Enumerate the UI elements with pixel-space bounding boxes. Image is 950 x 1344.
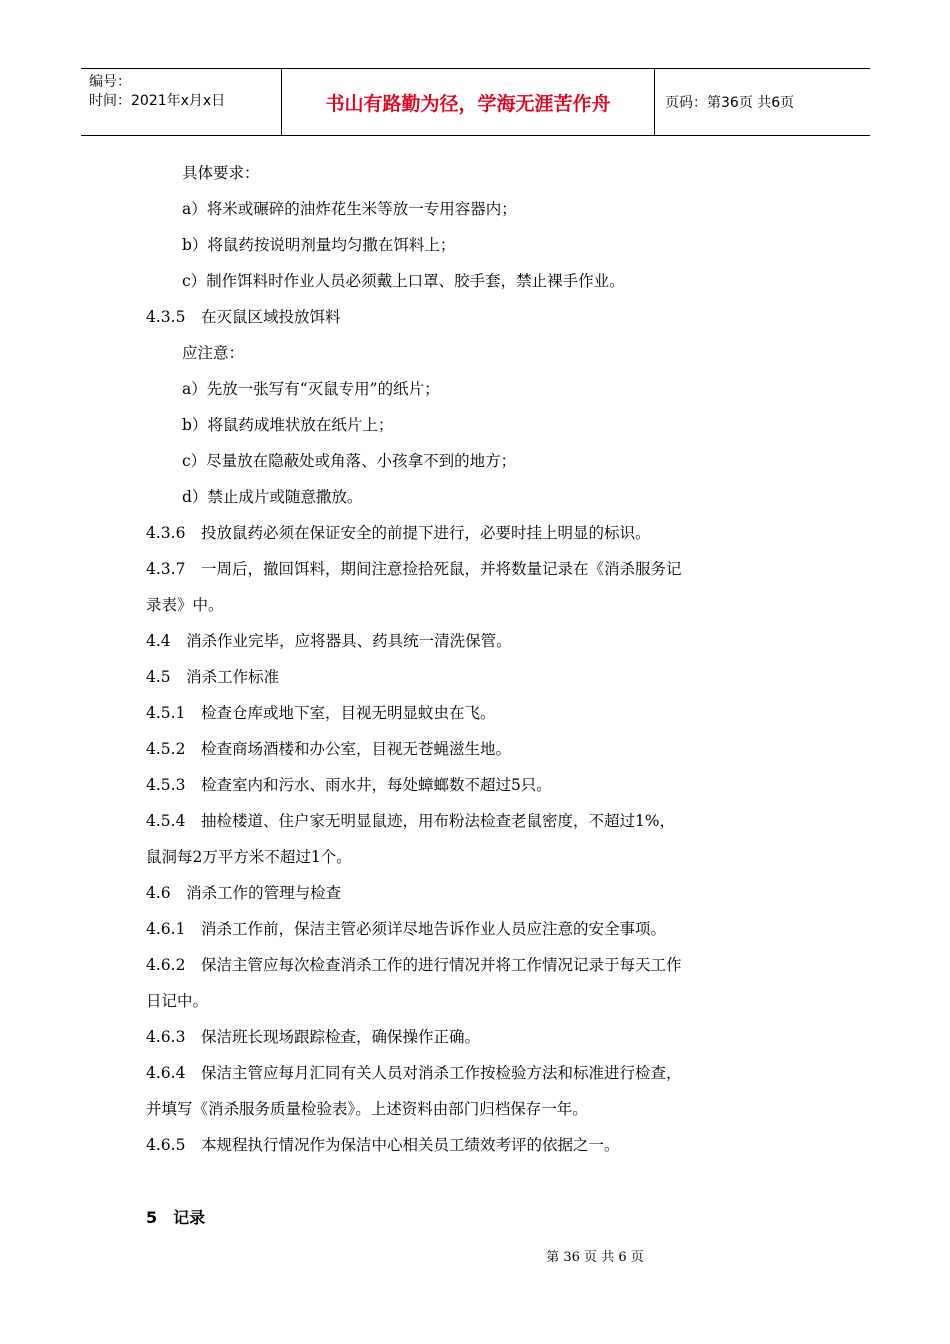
text-line: 4.6.1 消杀工作前，保洁主管必须详尽地告诉作业人员应注意的安全事项。 <box>146 920 666 938</box>
document-number: 编号： <box>89 74 131 90</box>
section-heading: 5 记录 <box>146 1208 206 1227</box>
text-line: 并填写《消杀服务质量检验表》。上述资料由部门归档保存一年。 <box>146 1100 588 1118</box>
text-line: 4.6 消杀工作的管理与检查 <box>146 884 342 902</box>
text-line: 应注意： <box>182 344 245 362</box>
text-line: b）将鼠药成堆状放在纸片上； <box>182 416 394 434</box>
text-line: 4.3.7 一周后，撤回饵料，期间注意捡拾死鼠，并将数量记录在《消杀服务记 <box>146 560 682 578</box>
text-line: 4.5.1 检查仓库或地下室，目视无明显蚊虫在飞。 <box>146 704 496 722</box>
header-meta <box>81 69 282 135</box>
text-line: 4.3.6 投放鼠药必须在保证安全的前提下进行，必要时挂上明显的标识。 <box>146 524 651 542</box>
text-line: b）将鼠药按说明剂量均匀撒在饵料上； <box>182 236 456 254</box>
text-line: d）禁止成片或随意撒放。 <box>182 488 363 506</box>
text-line: 4.6.5 本规程执行情况作为保洁中心相关员工绩效考评的依据之一。 <box>146 1136 620 1154</box>
text-line: a）将米或碾碎的油炸花生米等放一专用容器内； <box>182 200 517 218</box>
text-line: 鼠洞每2万平方米不超过1个。 <box>146 848 352 866</box>
text-line: a）先放一张写有“灭鼠专用”的纸片； <box>182 380 440 398</box>
text-line: 录表》中。 <box>146 596 224 614</box>
document-body <box>146 155 806 1163</box>
text-line: 4.6.3 保洁班长现场跟踪检查，确保操作正确。 <box>146 1028 480 1046</box>
text-line: 4.5.4 抽检楼道、住户家无明显鼠迹，用布粉法检查老鼠密度，不超过1%， <box>146 812 676 830</box>
text-line: 具体要求： <box>182 164 260 182</box>
text-line: 4.3.5 在灭鼠区域投放饵料 <box>146 308 341 326</box>
document-date: 时间：2021年x月x日 <box>89 93 226 109</box>
header-page-info: 页码：第36页 共6页 <box>665 95 795 111</box>
text-line: 4.6.4 保洁主管应每月汇同有关人员对消杀工作按检验方法和标准进行检查， <box>146 1064 682 1082</box>
text-line: 4.5.2 检查商场酒楼和办公室，目视无苍蝇滋生地。 <box>146 740 511 758</box>
text-line: c）尽量放在隐蔽处或角落、小孩拿不到的地方； <box>182 452 517 470</box>
page-footer: 第 36 页 共 6 页 <box>546 1250 644 1265</box>
text-line: 日记中。 <box>146 992 209 1010</box>
text-line: 4.4 消杀作业完毕，应将器具、药具统一清洗保管。 <box>146 632 512 650</box>
text-line: 4.5.3 检查室内和污水、雨水井，每处蟑螂数不超过5只。 <box>146 776 552 794</box>
text-line: c）制作饵料时作业人员必须戴上口罩、胶手套，禁止裸手作业。 <box>182 272 625 290</box>
page-header <box>81 68 870 136</box>
text-line: 4.5 消杀工作标准 <box>146 668 280 686</box>
text-line: 4.6.2 保洁主管应每次检查消杀工作的进行情况并将工作情况记录于每天工作 <box>146 956 682 974</box>
header-motto: 书山有路勤为径，学海无涯苦作舟 <box>282 69 655 135</box>
